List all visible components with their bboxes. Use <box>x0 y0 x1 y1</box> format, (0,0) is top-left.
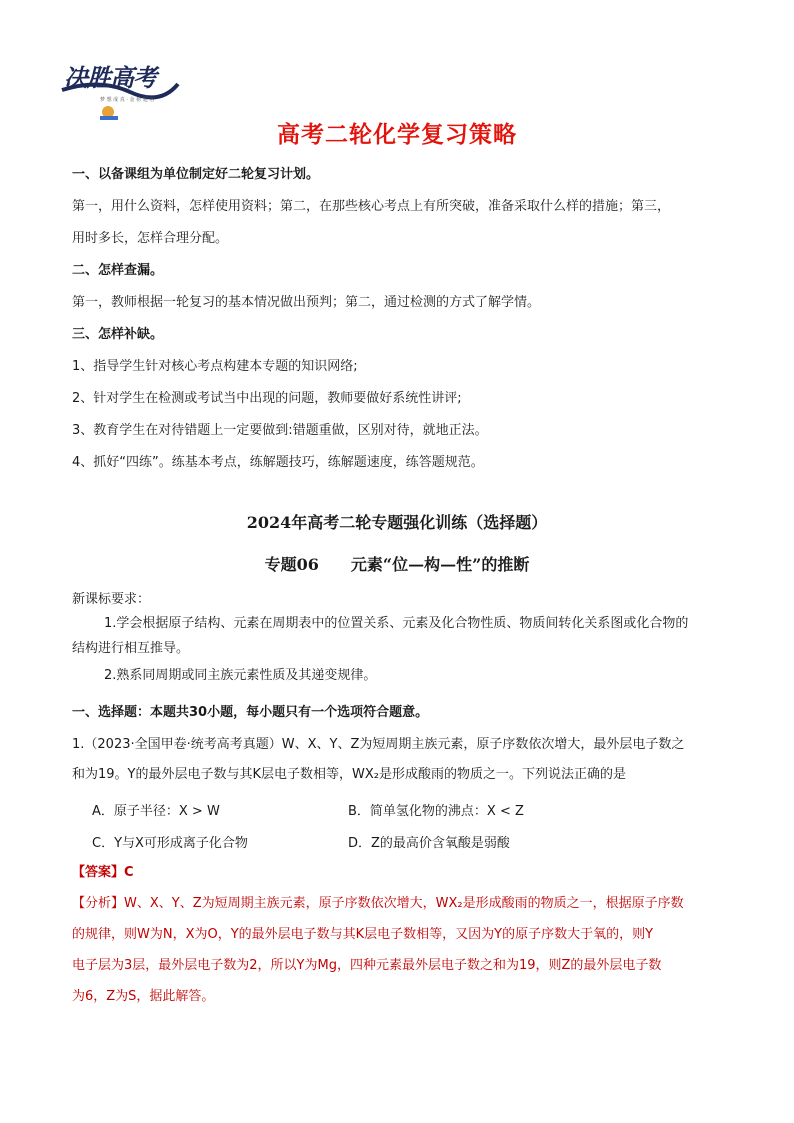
analysis-line-3: 电子层为3层，最外层电子数为2，所以Y为Mg，四种元素最外层电子数之和为19，则Z的最外层电子数 <box>72 958 662 973</box>
strategy-heading-3: 三、怎样补缺。 <box>72 327 164 342</box>
strategy-heading-1: 一、以备课组为单位制定好二轮复习计划。 <box>72 167 320 182</box>
option-b: B．简单氢化物的沸点：X < Z <box>348 804 524 819</box>
option-d: D．Z的最高价含氧酸是弱酸 <box>348 836 510 851</box>
strategy-paragraph-1a: 第一，用什么资料，怎样使用资料；第二，在那些核心考点上有所突破，准备采取什么样的措施；第三， <box>72 199 671 214</box>
strategy-paragraph-2: 第一，教师根据一轮复习的基本情况做出预判；第二，通过检测的方式了解学情。 <box>72 295 541 310</box>
analysis-line-4: 为6，Z为S，据此解答。 <box>72 989 215 1004</box>
strategy-item-4: 4、抓好“四练”。练基本考点，练解题技巧，练解题速度，练答题规范。 <box>72 455 484 470</box>
section-title: 2024年高考二轮专题强化训练（选择题） <box>246 513 548 532</box>
option-a: A．原子半径：X > W <box>92 804 220 819</box>
topic-title: 专题06 元素“位—构—性”的推断 <box>264 555 530 574</box>
part-heading: 一、选择题：本题共30小题，每小题只有一个选项符合题意。 <box>72 705 429 720</box>
strategy-heading-2: 二、怎样查漏。 <box>72 263 164 278</box>
analysis-line-1: 【分析】W、X、Y、Z为短周期主族元素，原子序数依次增大，WX₂是形成酸雨的物质之一，根据原子序数 <box>72 896 684 911</box>
requirement-2: 2.熟系同周期或同主族元素性质及其递变规律。 <box>104 668 377 683</box>
analysis-line-2: 的规律，则W为N，X为O，Y的最外层电子数与其K层电子数相等，又因为Y的原子序数大于氧的，则Y <box>72 927 654 942</box>
strategy-item-1: 1、指导学生针对核心考点构建本专题的知识网络; <box>72 359 358 374</box>
question-stem-2: 和为19。Y的最外层电子数与其K层电子数相等，WX₂是形成酸雨的物质之一。下列说法正确的是 <box>72 767 626 782</box>
logo-text: 决胜高考 <box>64 63 156 92</box>
strategy-item-3: 3、教育学生在对待错题上一定要做到:错题重做，区别对待，就地正法。 <box>72 423 488 438</box>
requirement-1b: 结构进行相互推导。 <box>72 641 190 656</box>
strategy-item-2: 2、针对学生在检测或考试当中出现的问题，教师要做好系统性讲评; <box>72 391 462 406</box>
question-stem-1: 1.（2023·全国甲卷·统考高考真题）W、X、Y、Z为短周期主族元素，原子序数依次增大，最外层电子数之 <box>72 737 685 752</box>
option-c: C．Y与X可形成离子化合物 <box>92 836 248 851</box>
requirement-1a: 1.学会根据原子结构、元素在周期表中的位置关系、元素及化合物性质、物质间转化关系图或化合物的 <box>104 616 689 631</box>
page-title: 高考二轮化学复习策略 <box>277 122 517 148</box>
answer-line: 【答案】C <box>72 865 134 880</box>
requirements-label: 新课标要求： <box>72 592 151 607</box>
logo-tagline: 梦 想 成 真 · 金 榜 题 名 <box>100 97 155 103</box>
strategy-paragraph-1b: 用时多长，怎样合理分配。 <box>72 231 229 246</box>
